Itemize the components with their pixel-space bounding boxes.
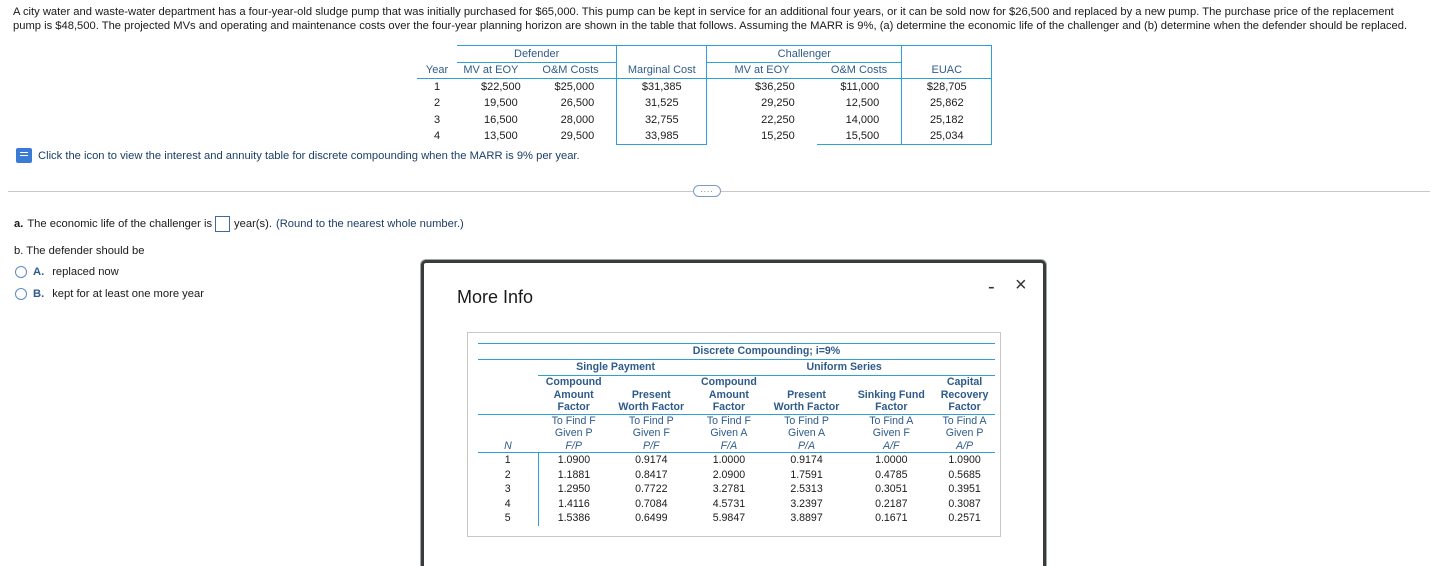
table-row: 1 1.0900 0.9174 1.0000 0.9174 1.0000 1.0900: [478, 453, 995, 468]
dialog-title: More Info: [457, 287, 534, 307]
option-b-radio[interactable]: [15, 288, 27, 300]
n-column-header: N: [478, 440, 538, 453]
option-b[interactable]: [15, 288, 204, 300]
interest-table-frame: [467, 332, 1001, 537]
col-header-defender-mv: MV at EOY: [457, 62, 525, 79]
single-payment-header: Single Payment: [538, 360, 693, 376]
col-header-euac: EUAC: [902, 62, 992, 79]
table-row: 1 $22,500 $25,000 $31,385 $36,250 $11,000 $28,705: [417, 79, 992, 96]
col-header-challenger-mv: MV at EOY: [707, 62, 817, 79]
expand-button[interactable]: ....: [693, 185, 721, 197]
question-a-suffix: year(s).: [234, 218, 272, 230]
col-header-challenger-om: O&M Costs: [817, 62, 902, 79]
table-row: 2 19,500 26,500 31,525 29,250 12,500 25,862: [417, 95, 992, 112]
uniform-series-header: Uniform Series: [693, 360, 995, 376]
table-row: 2 1.1881 0.8417 2.0900 1.7591 0.4785 0.5685: [478, 468, 995, 483]
question-a-letter: a.: [14, 218, 24, 230]
interest-table-link[interactable]: [16, 148, 580, 163]
book-icon[interactable]: [16, 148, 32, 163]
question-b: b. The defender should be: [14, 245, 145, 257]
table-row: 4 13,500 29,500 33,985 15,250 15,500 25,034: [417, 128, 992, 145]
problem-statement: A city water and waste-water department has a four-year-old sludge pump that was initially purchased for $65,000. This pump can be kept in service for an additional four years, or it can be sold now for $26,500 and replaced by a new pump. The purchase price of the replacement pump is $48,500. The projected MVs and operating and maintenance costs over the four-year planning horizon are shown in the table that follows. Assuming the MARR is 9%, (a) determine the economic life of the challenger and (b) determine when the defender should be replaced.: [13, 6, 1408, 32]
option-a-label: replaced now: [52, 266, 119, 278]
info-link-text: Click the icon to view the interest and annuity table for discrete compounding when the MARR is 9% per year.: [38, 149, 580, 162]
interest-table-title: Discrete Compounding; i=9%: [538, 344, 995, 360]
col-header-year: Year: [417, 62, 457, 79]
option-a-radio[interactable]: [15, 266, 27, 278]
defender-group-header: Defender: [457, 46, 617, 63]
table-row: 3 16,500 28,000 32,755 22,250 14,000 25,182: [417, 112, 992, 129]
option-b-letter: B.: [33, 288, 45, 300]
challenger-group-header: Challenger: [707, 46, 902, 63]
table-row: 4 1.4116 0.7084 4.5731 3.2397 0.2187 0.3087: [478, 497, 995, 512]
col-header-defender-om: O&M Costs: [525, 62, 617, 79]
table-row: 5 1.5386 0.6499 5.9847 3.8897 0.1671 0.2571: [478, 511, 995, 526]
question-a-prefix: The economic life of the challenger is: [27, 218, 213, 230]
economic-life-input[interactable]: [215, 216, 230, 232]
interest-factor-table: Discrete Compounding; i=9% Single Payment Uniform Series Compound Compound Capital Amount Present Amount Present Sinking Fund Recovery Factor Worth Factor Factor Worth Factor Factor Factor To Find F To Find P To Find F To Find P To Find A To Find A Given P Given F Given A Given A Given F Given P N F/P P/F F/A P/A A/F A/P 1 1.0900 0.9174 1.0000 0.9174 1.0000 1.0900 2 1.1881 0.8417 2.0900 1.7591 0.4785 0.5685 3 1.2950 0.7722 3.2781 2.5313 0.3051 0.3951 4 1.4116 0.7084 4.5731 3.2397 0.2187 0.3087 5 1.5386 0.6499 5.9847 3.8897 0.1671 0.2571: [478, 343, 995, 526]
question-a: [14, 216, 464, 232]
option-a-letter: A.: [33, 266, 45, 278]
table-row: 3 1.2950 0.7722 3.2781 2.5313 0.3051 0.3951: [478, 482, 995, 497]
question-a-hint: (Round to the nearest whole number.): [275, 218, 464, 230]
option-a[interactable]: [15, 266, 119, 278]
col-header-marginal-cost: Marginal Cost: [617, 62, 707, 79]
option-b-label: kept for at least one more year: [52, 288, 204, 300]
minimize-button[interactable]: -: [988, 276, 995, 298]
more-info-dialog: [421, 260, 1046, 566]
replacement-data-table: [417, 45, 992, 145]
close-button[interactable]: ×: [1015, 274, 1027, 296]
